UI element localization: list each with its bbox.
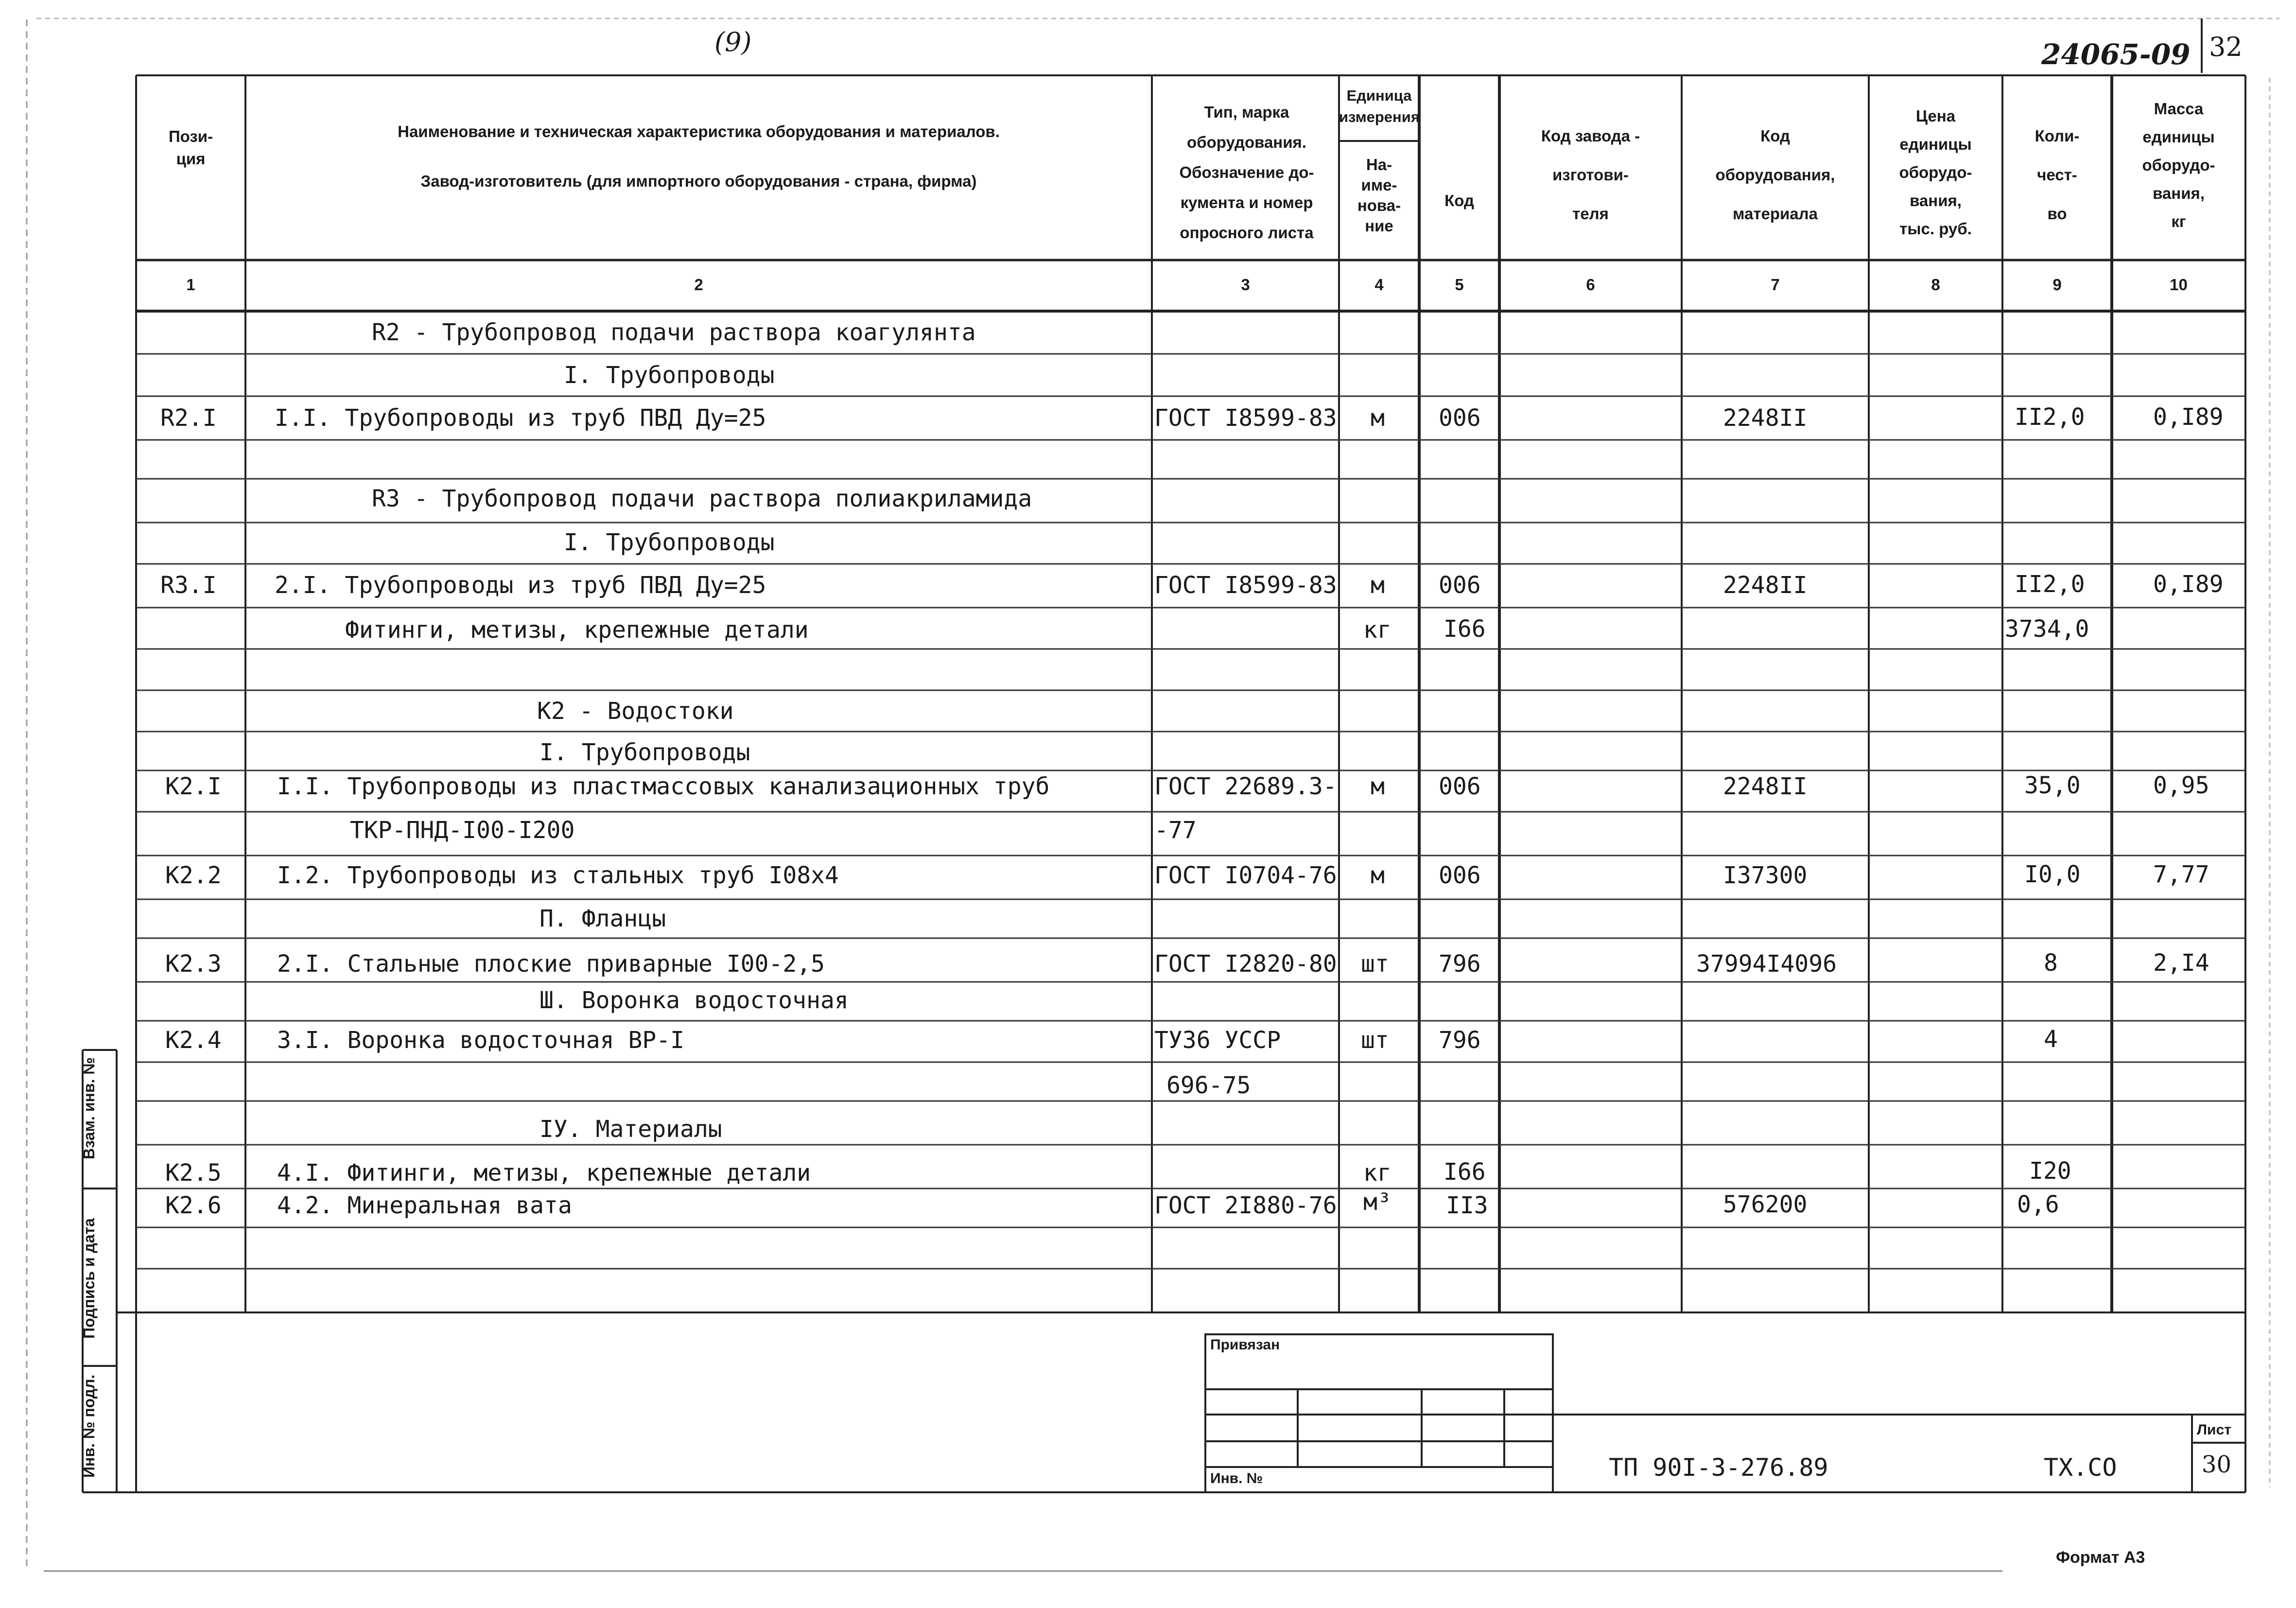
header-unit-name: На- име- нова- ние [1357, 156, 1401, 235]
header-name-line1: Наименование и техническая характеристика оборудования и материалов. [398, 122, 1000, 140]
stamp-project: ТП 90I-3-276.89 [1609, 1453, 1828, 1482]
stamp-list-label: Лист [2197, 1422, 2231, 1438]
row-quantity: I0,0 [2024, 861, 2081, 888]
row-quantity: II2,0 [2015, 571, 2085, 598]
row-unit: шт [1361, 950, 1389, 978]
row-code: 796 [1439, 1027, 1481, 1054]
row-position: К2.3 [165, 950, 222, 978]
row-material-code: 2248II [1723, 404, 1808, 432]
column-number: 2 [694, 276, 703, 294]
row-doc: ГОСТ I8599-83 [1154, 572, 1337, 599]
header-quantity: Коли- чест- во [2035, 127, 2080, 223]
row-doc: ТУ36 УССР [1154, 1027, 1281, 1054]
row-unit: м [1371, 572, 1385, 599]
header-factory-code: Код завода - изготови- теля [1541, 127, 1640, 223]
row-mass: 2,I4 [2153, 949, 2209, 977]
column-number: 10 [2170, 276, 2188, 294]
row-position: К2.4 [165, 1027, 222, 1054]
column-number: 7 [1771, 276, 1780, 294]
header-name-line2: Завод-изготовитель (для импортного оборудования - страна, фирма) [420, 172, 977, 190]
row-unit: кг [1363, 616, 1392, 644]
header-unit-group: Единица измерения [1339, 87, 1420, 125]
row-mass: 7,77 [2153, 861, 2209, 888]
row-position: К2.2 [165, 862, 222, 889]
stamp-privyazan: Привязан [1210, 1337, 1280, 1353]
row-name: ТКР-ПНД-I00-I200 [350, 817, 575, 844]
column-number: 5 [1455, 276, 1464, 294]
row-doc: ГОСТ 22689.3- [1154, 773, 1337, 800]
document-code: 24065-09 [2041, 38, 2191, 71]
row-name: 3.I. Воронка водосточная ВР-I [277, 1027, 685, 1054]
row-mass: 0,95 [2153, 772, 2209, 799]
row-code: I66 [1444, 615, 1486, 643]
row-name: 4.I. Фитинги, метизы, крепежные детали [277, 1159, 811, 1187]
section-title: R2 - Трубопровод подачи раствора коагулянта [372, 319, 976, 346]
header-unit-code: Код [1444, 192, 1474, 210]
header-type: Тип, марка оборудования. Обозначение до- кумента и номер опросного листа [1179, 103, 1314, 242]
row-unit: шт [1361, 1027, 1389, 1054]
column-number: 6 [1586, 276, 1595, 294]
row-material-code: 576200 [1723, 1191, 1808, 1218]
row-doc: ГОСТ I8599-83 [1154, 404, 1337, 432]
row-code: 796 [1439, 950, 1481, 978]
format-label: Формат А3 [2056, 1548, 2145, 1567]
column-number: 1 [186, 276, 195, 294]
row-doc: -77 [1154, 817, 1197, 844]
stamp-list-value: 30 [2202, 1451, 2232, 1478]
header-mass: Масса единицы оборудо- вания, кг [2142, 100, 2215, 230]
section-title: К2 - Водостоки [537, 698, 734, 725]
row-code: II3 [1446, 1192, 1488, 1219]
side-label-inv-podl: Инв. № подл. [80, 1374, 98, 1478]
row-quantity: 8 [2044, 949, 2058, 977]
stamp-inv-no: Инв. № [1210, 1470, 1263, 1486]
row-name: 4.2. Минеральная вата [277, 1192, 572, 1219]
row-position: К2.I [165, 773, 222, 800]
row-material-code: 2248II [1723, 773, 1808, 800]
row-unit: м³ [1363, 1189, 1392, 1216]
row-material-code: 37994I4096 [1696, 950, 1837, 978]
subsection-title: I. Трубопроводы [564, 362, 775, 389]
header-position: Пози- ция [168, 127, 213, 168]
row-position: К2.6 [165, 1192, 222, 1219]
subsection-title: I. Трубопроводы [539, 739, 750, 766]
row-doc: 696-75 [1166, 1072, 1251, 1099]
subsection-title: П. Фланцы [539, 905, 666, 932]
row-unit: м [1371, 862, 1385, 889]
side-label-vzam: Взам. инв. № [80, 1057, 98, 1159]
side-label-podpis: Подпись и дата [80, 1218, 98, 1339]
row-code: 006 [1439, 572, 1481, 599]
row-quantity: 35,0 [2024, 772, 2081, 799]
section-title: R3 - Трубопровод подачи раствора полиакриламида [372, 485, 1032, 512]
row-mass: 0,I89 [2153, 403, 2224, 431]
row-quantity: I20 [2029, 1157, 2071, 1185]
row-quantity: 4 [2044, 1026, 2058, 1053]
row-name: Фитинги, метизы, крепежные детали [345, 616, 809, 644]
column-number: 9 [2052, 276, 2062, 294]
page-mark: (9) [714, 27, 752, 57]
row-unit: м [1371, 404, 1385, 432]
row-unit: кг [1363, 1159, 1392, 1187]
row-mass: 0,I89 [2153, 571, 2224, 598]
row-unit: м [1371, 773, 1385, 800]
subsection-title: IУ. Материалы [539, 1116, 722, 1143]
column-number: 3 [1241, 276, 1250, 294]
subsection-title: I. Трубопроводы [564, 529, 775, 556]
row-position: R3.I [160, 572, 217, 599]
row-quantity: 0,6 [2017, 1191, 2059, 1218]
row-code: 006 [1439, 862, 1481, 889]
row-doc: ГОСТ I0704-76 [1154, 862, 1337, 889]
row-name: I.I. Трубопроводы из пластмассовых канализационных труб [277, 773, 1050, 800]
header-price: Цена единицы оборудо- вания, тыс. руб. [1899, 107, 1972, 238]
row-doc: ГОСТ I2820-80 [1154, 950, 1337, 978]
row-position: R2.I [160, 404, 217, 432]
header-material-code: Код оборудования, материала [1715, 127, 1835, 223]
row-name: I.I. Трубопроводы из труб ПВД Ду=25 [275, 404, 766, 432]
row-doc: ГОСТ 2I880-76 [1154, 1192, 1337, 1219]
row-code: I66 [1444, 1158, 1486, 1186]
row-code: 006 [1439, 404, 1481, 432]
row-name: 2.I. Трубопроводы из труб ПВД Ду=25 [275, 572, 766, 599]
subsection-title: Ш. Воронка водосточная [539, 987, 849, 1014]
row-position: К2.5 [165, 1159, 222, 1187]
column-number: 4 [1374, 276, 1384, 294]
row-quantity: II2,0 [2015, 403, 2085, 431]
row-material-code: I37300 [1723, 862, 1808, 889]
row-material-code: 2248II [1723, 572, 1808, 599]
row-quantity: 3734,0 [2005, 615, 2089, 643]
column-number: 8 [1931, 276, 1940, 294]
row-name: I.2. Трубопроводы из стальных труб I08x4 [277, 862, 839, 889]
sheet-top-number: 32 [2209, 32, 2243, 62]
stamp-mark: ТХ.СО [2044, 1453, 2117, 1482]
row-name: 2.I. Стальные плоские приварные I00-2,5 [277, 950, 825, 978]
row-code: 006 [1439, 773, 1481, 800]
